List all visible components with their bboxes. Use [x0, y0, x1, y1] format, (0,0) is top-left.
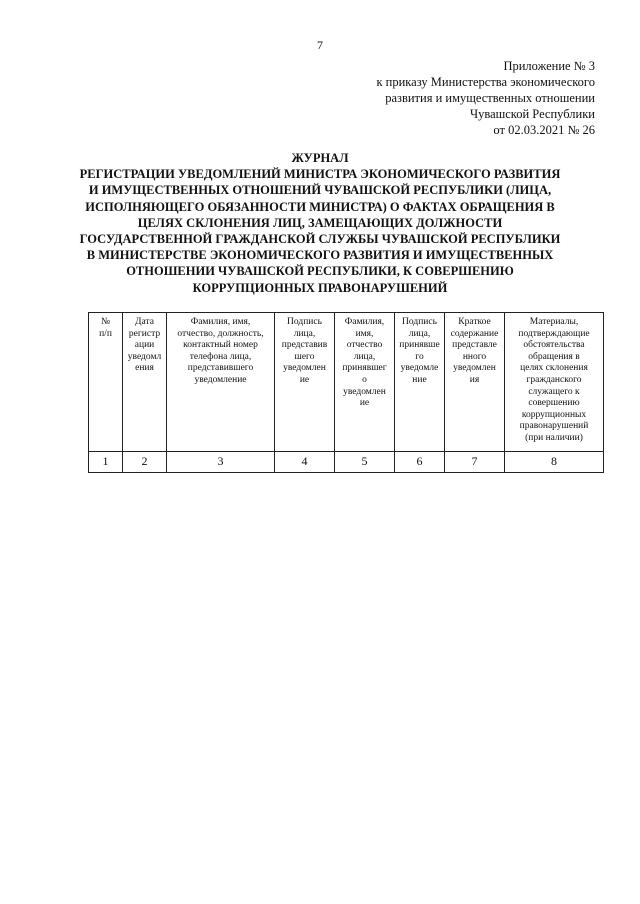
column-header: Подпись лица, представив шего уведомлен ие — [275, 313, 335, 452]
title-line: В МИНИСТЕРСТВЕ ЭКОНОМИЧЕСКОГО РАЗВИТИЯ И ИМУЩЕСТВЕННЫХ — [86, 248, 554, 263]
column-number: 5 — [335, 451, 395, 472]
column-header: № п/п — [89, 313, 123, 452]
appendix-line: развития и имущественных отношении — [385, 91, 595, 105]
column-header: Краткое содержание представле нного уведомлен ия — [445, 313, 505, 452]
appendix-line: от 02.03.2021 № 26 — [493, 123, 595, 137]
table-header-row — [89, 313, 604, 452]
title-line: РЕГИСТРАЦИИ УВЕДОМЛЕНИЙ МИНИСТРА ЭКОНОМИЧЕСКОГО РАЗВИТИЯ — [79, 167, 561, 182]
appendix-block — [295, 58, 595, 138]
column-number: 8 — [505, 451, 604, 472]
column-header: Дата регистр ации уведомл ения — [123, 313, 167, 452]
column-header: Фамилия, имя, отчество лица, принявшег о уведомлен ие — [335, 313, 395, 452]
document-title — [70, 150, 570, 296]
column-number-row — [89, 451, 604, 472]
title-line: ЦЕЛЯХ СКЛОНЕНИЯ ЛИЦ, ЗАМЕЩАЮЩИХ ДОЛЖНОСТИ — [137, 215, 503, 230]
title-line: И ИМУЩЕСТВЕННЫХ ОТНОШЕНИЙ ЧУВАШСКОЙ РЕСПУБЛИКИ (ЛИЦА, — [88, 183, 552, 198]
appendix-line: Чувашской Республики — [469, 107, 595, 121]
title-line: ЖУРНАЛ — [291, 151, 349, 165]
column-number: 4 — [275, 451, 335, 472]
column-number: 1 — [89, 451, 123, 472]
appendix-line: к приказу Министерства экономического — [376, 75, 595, 89]
title-line: ИСПОЛНЯЮЩЕГО ОБЯЗАННОСТИ МИНИСТРА) О ФАКТАХ ОБРАЩЕНИЯ В — [85, 199, 555, 214]
appendix-line: Приложение № 3 — [503, 59, 595, 73]
column-number: 2 — [123, 451, 167, 472]
column-header: Материалы, подтверждающие обстоятельства обращения в целях склонения гражданского служащего к совершению коррупционных правонарушений (при наличии) — [505, 313, 604, 452]
title-line: КОРРУПЦИОННЫХ ПРАВОНАРУШЕНИЙ — [192, 280, 448, 295]
title-line: ГОСУДАРСТВЕННОЙ ГРАЖДАНСКОЙ СЛУЖБЫ ЧУВАШСКОЙ РЕСПУБЛИКИ — [79, 232, 561, 247]
column-number: 3 — [167, 451, 275, 472]
title-line: ОТНОШЕНИИ ЧУВАШСКОЙ РЕСПУБЛИКИ, К СОВЕРШЕНИЮ — [126, 264, 514, 279]
column-header: Подпись лица, принявше го уведомле ние — [395, 313, 445, 452]
column-number: 6 — [395, 451, 445, 472]
column-header: Фамилия, имя, отчество, должность, контактный номер телефона лица, представившего уведомление — [167, 313, 275, 452]
page-number: 7 — [317, 38, 323, 52]
column-number: 7 — [445, 451, 505, 472]
journal-table — [88, 312, 604, 473]
